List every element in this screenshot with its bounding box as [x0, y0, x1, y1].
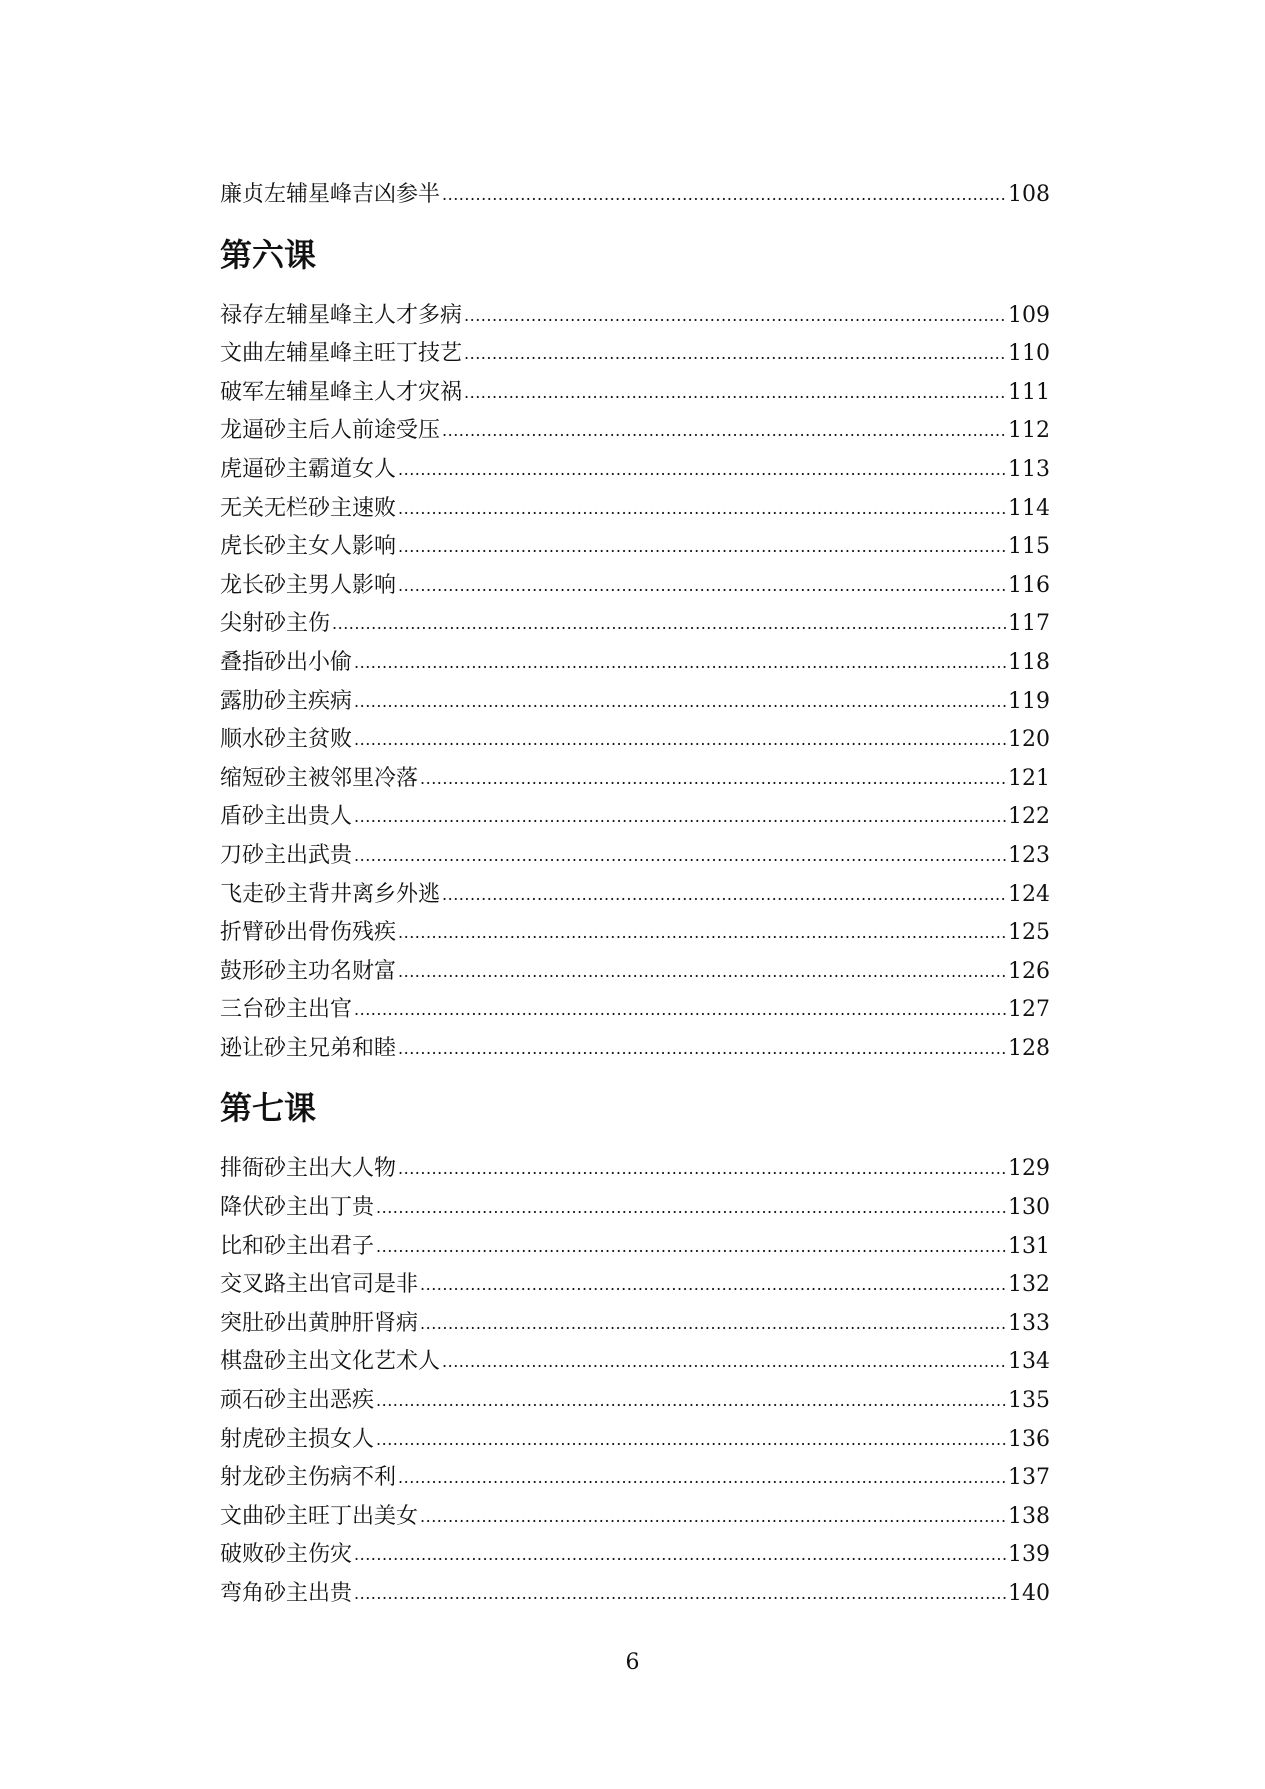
toc-leader-dots: [420, 1265, 1006, 1305]
toc-entry[interactable]: [220, 1459, 1050, 1498]
toc-leader-dots: [354, 720, 1006, 760]
toc-entry-title: 射虎砂主损女人: [220, 1426, 375, 1452]
toc-entry-page: 140: [1008, 1581, 1050, 1606]
toc-entry-title: 三台砂主出官: [220, 997, 353, 1023]
toc-entry-page: 137: [1008, 1465, 1050, 1491]
toc-entry-page: 117: [1008, 611, 1050, 637]
toc-entry[interactable]: [220, 297, 1050, 336]
toc-leader-dots: [398, 566, 1006, 606]
toc-entry[interactable]: [220, 1228, 1050, 1267]
toc-entry-page: 116: [1008, 572, 1050, 598]
toc-entry-page: 128: [1008, 1035, 1050, 1061]
toc-entry-page: 126: [1008, 958, 1050, 984]
toc-entry-page: 124: [1008, 881, 1050, 907]
toc-entry-page: 120: [1008, 727, 1050, 753]
toc-entry-page: 135: [1008, 1388, 1050, 1414]
toc-entry[interactable]: [220, 374, 1050, 413]
toc-entry[interactable]: [220, 1343, 1050, 1382]
toc-entry-title: 射龙砂主伤病不利: [220, 1465, 397, 1491]
toc-leader-dots: [398, 450, 1006, 490]
toc-entry-title: 龙长砂主男人影响: [220, 572, 397, 598]
toc-entry-title: 缩短砂主被邻里冷落: [220, 765, 419, 791]
toc-entry-title: 排衙砂主出大人物: [220, 1156, 397, 1182]
toc-entry[interactable]: [220, 176, 1050, 215]
toc-entry-title: 飞走砂主背井离乡外逃: [220, 881, 441, 907]
toc-entry[interactable]: [220, 1382, 1050, 1421]
toc-leader-dots: [398, 489, 1006, 529]
toc-entry[interactable]: [220, 876, 1050, 915]
toc-entry-title: 降伏砂主出丁贵: [220, 1195, 375, 1221]
toc-entry-page: 111: [1008, 379, 1050, 405]
toc-entry-title: 龙逼砂主后人前途受压: [220, 418, 441, 444]
toc-entry-page: 131: [1008, 1233, 1050, 1259]
toc-entry[interactable]: [220, 1266, 1050, 1305]
toc-entry[interactable]: [220, 1150, 1050, 1189]
toc-entry-page: 108: [1008, 182, 1050, 207]
toc-entry[interactable]: [220, 837, 1050, 876]
toc-entry-title: 鼓形砂主功名财富: [220, 958, 397, 984]
toc-leader-dots: [420, 1304, 1006, 1344]
lesson-heading: 第七课: [220, 1089, 317, 1128]
toc-entry-title: 折臂砂出骨伤残疾: [220, 920, 397, 946]
toc-entry-page: 121: [1008, 765, 1050, 791]
toc-entry[interactable]: [220, 605, 1050, 644]
page-number: 6: [625, 1650, 640, 1675]
toc-entry[interactable]: [220, 412, 1050, 451]
toc-leader-dots: [442, 411, 1006, 451]
toc-leader-dots: [464, 373, 1006, 413]
toc-entry-page: 114: [1008, 495, 1050, 521]
toc-entry[interactable]: [220, 760, 1050, 799]
toc-leader-dots: [420, 759, 1006, 799]
toc-leader-dots: [398, 1029, 1006, 1069]
toc-entry-page: 113: [1008, 456, 1050, 482]
toc-leader-dots: [398, 952, 1006, 992]
toc-entry[interactable]: [220, 644, 1050, 683]
toc-entry[interactable]: [220, 490, 1050, 529]
toc-entry-title: 交叉路主出官司是非: [220, 1272, 419, 1298]
toc-entry[interactable]: [220, 1421, 1050, 1460]
toc-entry-title: 比和砂主出君子: [220, 1233, 375, 1259]
toc-entry-title: 文曲左辅星峰主旺丁技艺: [220, 341, 463, 367]
toc-entry-title: 刀砂主出武贵: [220, 842, 353, 868]
toc-leader-dots: [398, 1458, 1006, 1498]
toc-entry-page: 139: [1008, 1542, 1050, 1568]
toc-entry-page: 138: [1008, 1503, 1050, 1529]
toc-entry-page: 119: [1008, 688, 1050, 714]
toc-entry-title: 盾砂主出贵人: [220, 804, 353, 830]
toc-entry[interactable]: [220, 683, 1050, 722]
toc-leader-dots: [354, 990, 1006, 1030]
toc-leader-dots: [376, 1227, 1006, 1267]
toc-entry-title: 文曲砂主旺丁出美女: [220, 1503, 419, 1529]
toc-leader-dots: [354, 1574, 1006, 1614]
toc-entry-title: 突肚砂出黄肿肝肾病: [220, 1310, 419, 1336]
toc-entry-title: 顺水砂主贫败: [220, 727, 353, 753]
toc-leader-dots: [398, 527, 1006, 567]
toc-entry-page: 115: [1008, 534, 1050, 560]
toc-entry-page: 127: [1008, 997, 1050, 1023]
toc-entry-page: 130: [1008, 1195, 1050, 1221]
toc-leader-dots: [376, 1381, 1006, 1421]
toc-entry-page: 122: [1008, 804, 1050, 830]
table-of-contents: [220, 176, 1050, 1614]
toc-entry-title: 尖射砂主伤: [220, 611, 331, 637]
toc-entry-page: 129: [1008, 1156, 1050, 1182]
toc-leader-dots: [354, 643, 1006, 683]
toc-entry-title: 破败砂主伤灾: [220, 1542, 353, 1568]
toc-entry[interactable]: [220, 1189, 1050, 1228]
toc-leader-dots: [442, 175, 1006, 215]
toc-entry[interactable]: [220, 721, 1050, 760]
toc-leader-dots: [442, 1342, 1006, 1382]
lesson-heading: 第六课: [220, 235, 317, 274]
toc-leader-dots: [398, 1149, 1006, 1189]
toc-entry-title: 虎长砂主女人影响: [220, 534, 397, 560]
toc-entry-page: 125: [1008, 920, 1050, 946]
toc-entry[interactable]: [220, 528, 1050, 567]
toc-leader-dots: [420, 1497, 1006, 1537]
toc-entry[interactable]: [220, 335, 1050, 374]
toc-entry[interactable]: [220, 567, 1050, 606]
toc-leader-dots: [376, 1188, 1006, 1228]
toc-entry-title: 叠指砂出小偷: [220, 649, 353, 675]
toc-entry-title: 禄存左辅星峰主人才多病: [220, 302, 463, 328]
toc-entry-page: 134: [1008, 1349, 1050, 1375]
toc-leader-dots: [354, 1535, 1006, 1575]
toc-leader-dots: [376, 1420, 1006, 1460]
toc-entry[interactable]: [220, 953, 1050, 992]
toc-leader-dots: [464, 296, 1006, 336]
toc-entry-title: 棋盘砂主出文化艺术人: [220, 1349, 441, 1375]
toc-entry-page: 133: [1008, 1310, 1050, 1336]
toc-entry-page: 136: [1008, 1426, 1050, 1452]
toc-entry[interactable]: [220, 914, 1050, 953]
toc-entry-title: 破军左辅星峰主人才灾祸: [220, 379, 463, 405]
toc-entry[interactable]: [220, 1305, 1050, 1344]
toc-entry[interactable]: [220, 451, 1050, 490]
toc-entry-title: 虎逼砂主霸道女人: [220, 456, 397, 482]
toc-entry-page: 123: [1008, 842, 1050, 868]
toc-leader-dots: [354, 682, 1006, 722]
toc-entry[interactable]: [220, 798, 1050, 837]
toc-leader-dots: [464, 334, 1006, 374]
toc-entry-title: 弯角砂主出贵: [220, 1581, 353, 1606]
toc-entry-page: 132: [1008, 1272, 1050, 1298]
toc-leader-dots: [354, 836, 1006, 876]
toc-entry-title: 廉贞左辅星峰吉凶参半: [220, 182, 441, 207]
toc-entry-title: 无关无栏砂主速败: [220, 495, 397, 521]
toc-entry-page: 112: [1008, 418, 1050, 444]
toc-entry[interactable]: [220, 1536, 1050, 1575]
toc-entry[interactable]: [220, 1030, 1050, 1069]
toc-entry-title: 逊让砂主兄弟和睦: [220, 1035, 397, 1061]
toc-entry[interactable]: [220, 991, 1050, 1030]
toc-leader-dots: [398, 913, 1006, 953]
toc-entry-title: 顽石砂主出恶疾: [220, 1388, 375, 1414]
toc-entry-page: 110: [1008, 341, 1050, 367]
toc-leader-dots: [332, 604, 1006, 644]
toc-entry[interactable]: [220, 1498, 1050, 1537]
toc-entry-title: 露肋砂主疾病: [220, 688, 353, 714]
toc-entry-page: 109: [1008, 302, 1050, 328]
toc-entry-page: 118: [1008, 649, 1050, 675]
toc-leader-dots: [442, 875, 1006, 915]
toc-leader-dots: [354, 797, 1006, 837]
toc-entry[interactable]: [220, 1575, 1050, 1614]
